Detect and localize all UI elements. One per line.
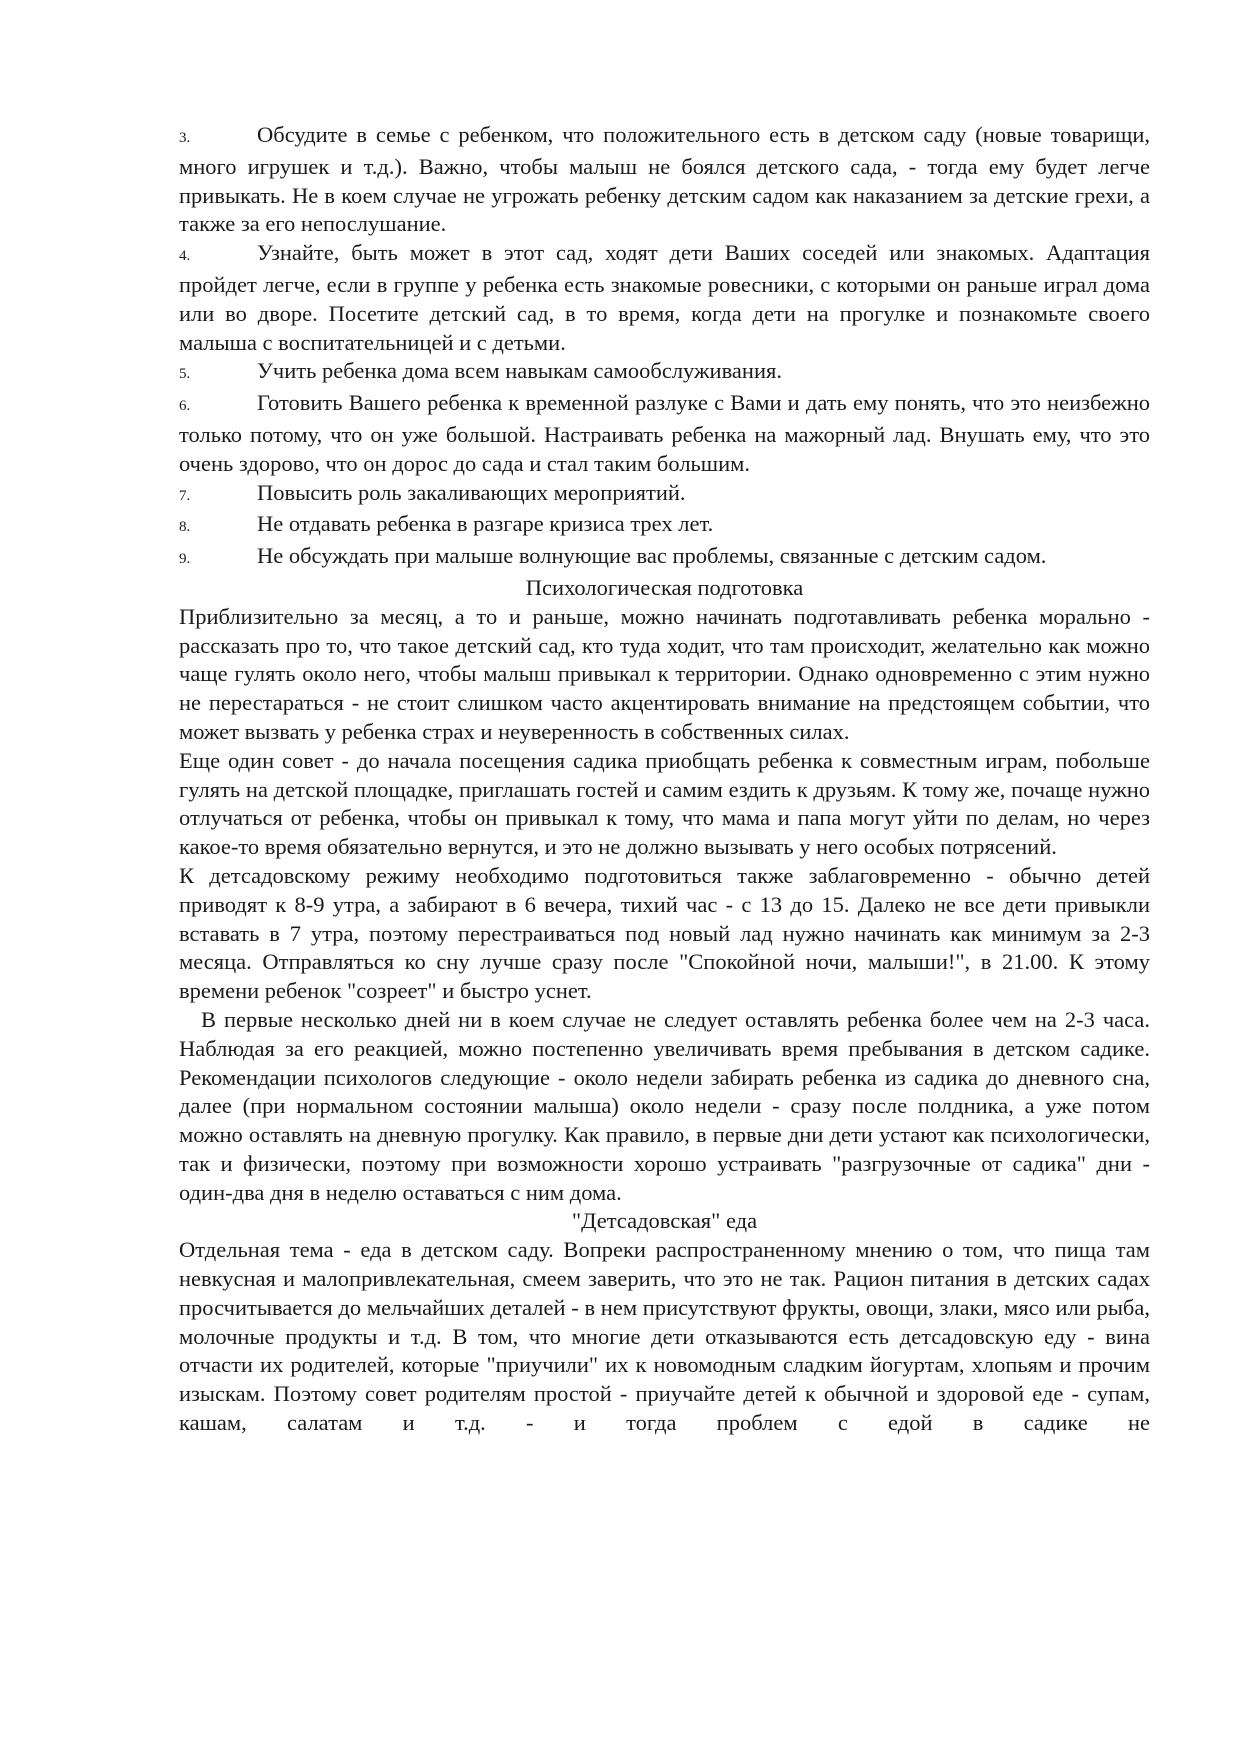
list-number: 7.	[179, 487, 191, 504]
list-item	[179, 542, 1150, 574]
list-number: 4.	[179, 248, 191, 265]
list-number: 6.	[179, 398, 191, 415]
list-text: Повысить роль закаливающих мероприятий.	[257, 479, 686, 505]
paragraph: В первые несколько дней ни в коем случае не следует оставлять ребенка более чем на 2-3 часа. Наблюдая за его реакцией, можно постепенно увеличивать время пребывания в детском садике. Рекомендации психологов следующие - около недели забирать ребенка из садика до дневного сна, далее (при нормальном состоянии малыша) около недели - сразу после полдника, а уже потом можно оставлять на дневную прогулку. Как правило, в первые дни дети устают как психологически, так и физически, поэтому при возможности хорошо устраивать "разгрузочные от садика" дни - один-два дня в неделю оставаться с ним дома.	[179, 1006, 1150, 1205]
list-item	[179, 389, 1150, 478]
list-text: Учить ребенка дома всем навыкам самообслуживания.	[257, 358, 782, 384]
list-text: Не обсуждать при малыше волнующие вас проблемы, связанные с детским садом.	[257, 543, 1047, 569]
page-content	[179, 121, 1150, 1438]
list-item	[179, 479, 1150, 511]
list-number: 8.	[179, 519, 191, 536]
paragraph: К детсадовскому режиму необходимо подготовиться также заблаговременно - обычно детей приводят к 8-9 утра, а забирают в 6 вечера, тихий час - с 13 до 15. Далеко не все дети привыкли вставать в 7 утра, поэтому перестраиваться под новый лад нужно начинать как минимум за 2-3 месяца. Отправляться ко сну лучше сразу после "Спокойной ночи, малыши!", в 21.00. К этому времени ребенок "созреет" и быстро уснет.	[179, 862, 1150, 1004]
paragraph: Приблизительно за месяц, а то и раньше, можно начинать подготавливать ребенка морально - рассказать про то, что такое детский сад, кто туда ходит, что там происходит, желательно как можно чаще гулять около него, чтобы малыш привыкал к территории. Однако одновременно с этим нужно не перестараться - не стоит слишком часто акцентировать внимание на предстоящем событии, что может вызвать у ребенка страх и неуверенность в собственных силах.	[179, 603, 1150, 744]
list-item	[179, 510, 1150, 542]
list-item	[179, 357, 1150, 389]
list-number: 9.	[179, 551, 191, 568]
list-number: 5.	[179, 366, 191, 383]
list-text: Обсудите в семье с ребенком, что положительного есть в детском саду (новые товарищи, много игрушек и т.д.). Важно, чтобы малыш не боялся детского сада, - тогда ему будет легче привыкать. Не в коем случае не угрожать ребенку детским садом как наказанием за детские грехи, а также за его непослушание.	[179, 122, 1150, 237]
list-text: Не отдавать ребенка в разгаре кризиса трех лет.	[257, 511, 714, 537]
list-text: Узнайте, быть может в этот сад, ходят дети Ваших соседей или знакомых. Адаптация пройдет легче, если в группе у ребенка есть знакомые ровесники, с которыми он раньше играл дома или во дворе. Посетите детский сад, в то время, когда дети на прогулке и познакомьте своего малыша с воспитательницей и с детьми.	[179, 240, 1150, 355]
paragraph: Еще один совет - до начала посещения садика приобщать ребенка к совместным играм, побольше гулять на детской площадке, приглашать гостей и самим ездить к друзьям. К тому же, почаще нужно отлучаться от ребенка, чтобы он привыкал к тому, что мама и папа могут уйти по делам, но через какое-то время обязательно вернутся, и это не должно вызывать у него особых потрясений.	[179, 747, 1150, 860]
section-heading-food: "Детсадовская" еда	[571, 1208, 758, 1234]
list-number: 3.	[179, 130, 191, 146]
list-text: Готовить Вашего ребенка к временной разлуке с Вами и дать ему понять, что это неизбежно только потому, что он уже большой. Настраивать ребенка на мажорный лад. Внушать ему, что это очень здорово, что он дорос до сада и стал таким большим.	[179, 390, 1150, 476]
list-item	[179, 239, 1150, 357]
section-heading-psych: Психологическая подготовка	[525, 574, 804, 600]
list-item	[179, 121, 1150, 239]
paragraph: Отдельная тема - еда в детском саду. Вопреки распространенному мнению о том, что пища там невкусная и малопривлекательная, смеем заверить, что это не так. Рацион питания в детских садах просчитывается до мельчайших деталей - в нем присутствуют фрукты, овощи, злаки, мясо или рыба, молочные продукты и т.д. В том, что многие дети отказываются есть детсадовскую еду - вина отчасти их родителей, которые "приучили" их к новомодным сладким йогуртам, хлопьям и прочим изыскам. Поэтому совет родителям простой - приучайте детей к обычной и здоровой еде - супам, кашам, салатам и т.д. - и тогда проблем с едой в садике не	[179, 1237, 1150, 1436]
